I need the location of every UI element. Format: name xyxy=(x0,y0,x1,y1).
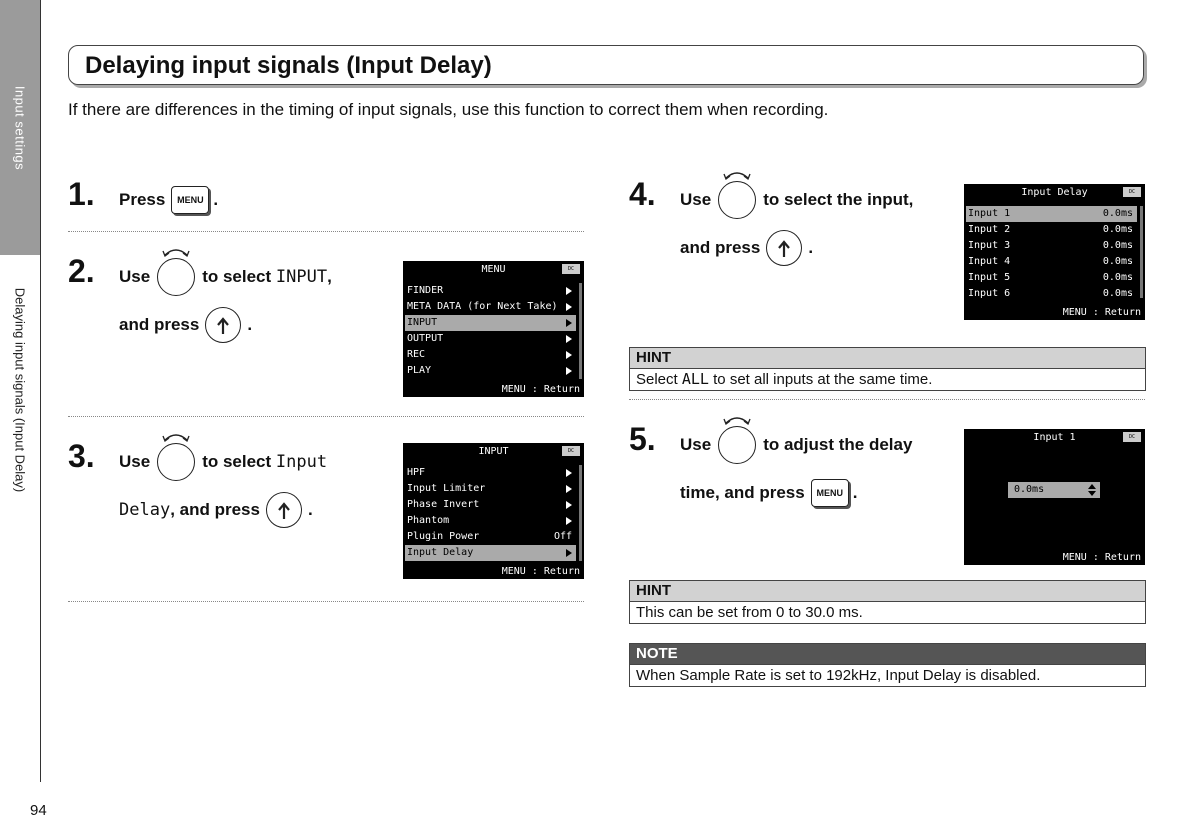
step-3-text-e: . xyxy=(307,500,313,519)
delay-row: Input 6 0.0ms xyxy=(968,288,1133,299)
divider xyxy=(629,399,1145,400)
input-item-phantom: Phantom xyxy=(405,513,576,529)
delay-value: 0.0ms xyxy=(1014,484,1045,495)
arrow-right-icon xyxy=(566,351,572,359)
input-screen xyxy=(403,443,584,579)
sidebar-topic-label: Delaying input signals (Input Delay) xyxy=(12,287,28,493)
dial-press-icon xyxy=(266,492,302,528)
step-3-line-2 xyxy=(119,488,313,532)
hint-label: HINT xyxy=(630,348,1145,369)
arrow-right-icon xyxy=(566,549,572,557)
arrow-right-icon xyxy=(566,287,572,295)
menu-item-play: PLAY xyxy=(405,363,576,379)
screen-footer: MENU : Return xyxy=(501,384,580,395)
menu-item-rec: REC xyxy=(405,347,576,363)
hint-box-2 xyxy=(629,580,1146,624)
screen-title: INPUT xyxy=(478,446,509,457)
screen-footer: MENU : Return xyxy=(501,566,580,577)
battery-icon: DC xyxy=(1123,187,1141,197)
arrow-right-icon xyxy=(566,335,572,343)
step-1-text-a: Press xyxy=(119,190,166,209)
input-item-plugin-power: Plugin Power Off xyxy=(405,529,576,545)
battery-icon: DC xyxy=(1123,432,1141,442)
rotary-dial-icon xyxy=(157,258,195,296)
dial-press-icon xyxy=(766,230,802,266)
step-2-code: INPUT xyxy=(275,267,328,287)
menu-key-icon: MENU xyxy=(811,479,849,507)
screen-title: MENU xyxy=(481,264,506,275)
input-item-hpf: HPF xyxy=(405,465,576,481)
delay-row: Input 4 0.0ms xyxy=(968,256,1133,267)
divider xyxy=(68,231,584,232)
screen-title: Input 1 xyxy=(1033,432,1076,443)
arrow-right-icon xyxy=(566,303,572,311)
step-5-text-b: to adjust the delay xyxy=(763,435,913,454)
step-3-text-a: Use xyxy=(119,452,151,471)
step-3-code-1: Input xyxy=(275,452,328,472)
arrow-right-icon xyxy=(566,501,572,509)
menu-item-finder: FINDER xyxy=(405,283,576,299)
rotary-dial-icon xyxy=(157,443,195,481)
step-3-text-c: , and press xyxy=(170,500,260,519)
page-number: 94 xyxy=(30,802,47,819)
step-3-code-2: Delay xyxy=(119,500,171,520)
delay-row: Input 3 0.0ms xyxy=(968,240,1133,251)
battery-icon: DC xyxy=(562,446,580,456)
intro-text: If there are differences in the timing of input signals, use this function to correct them when recording. xyxy=(68,100,829,119)
rotary-dial-icon xyxy=(718,426,756,464)
screen-footer: MENU : Return xyxy=(1062,552,1141,563)
input-delay-screen xyxy=(964,184,1145,320)
screen-footer: MENU : Return xyxy=(1062,307,1141,318)
step-2-text-c: , xyxy=(327,267,332,286)
delay-row: Input 5 0.0ms xyxy=(968,272,1133,283)
rotary-dial-icon xyxy=(718,181,756,219)
screen-title: Input Delay xyxy=(1021,187,1088,198)
screen-scrollbar xyxy=(579,465,582,561)
sidebar-section-tab xyxy=(0,0,40,255)
plugin-power-value: Off xyxy=(553,531,572,542)
arrow-right-icon xyxy=(566,367,572,375)
step-2-text-d: and press xyxy=(119,315,200,334)
step-5-line-1 xyxy=(680,423,912,467)
step-3-text-b: to select xyxy=(202,452,272,471)
step-5-number: 5. xyxy=(629,421,656,457)
input-item-limiter: Input Limiter xyxy=(405,481,576,497)
step-4-text-d: and press xyxy=(680,238,761,257)
menu-item-meta-data: META DATA (for Next Take) xyxy=(405,299,576,315)
step-4-line-1 xyxy=(680,178,913,222)
input1-screen xyxy=(964,429,1145,565)
step-1-text-b: . xyxy=(213,190,219,209)
hint-code: ALL xyxy=(681,370,709,388)
delay-row: Input 2 0.0ms xyxy=(968,224,1133,235)
step-2-line-1 xyxy=(119,255,332,299)
step-2-text-e: . xyxy=(247,315,253,334)
step-3-number: 3. xyxy=(68,438,95,474)
menu-key-icon: MENU xyxy=(171,186,209,214)
menu-item-output: OUTPUT xyxy=(405,331,576,347)
step-4-text-b: to select the input, xyxy=(763,190,914,209)
divider xyxy=(68,601,584,602)
title-box xyxy=(68,45,1144,85)
menu-screen xyxy=(403,261,584,397)
step-5-line-2 xyxy=(680,471,857,515)
hint-box-1 xyxy=(629,347,1146,391)
divider xyxy=(68,416,584,417)
page-title: Delaying input signals (Input Delay) xyxy=(85,52,492,79)
sidebar xyxy=(0,0,41,782)
screen-scrollbar xyxy=(579,283,582,379)
hint-text: Select ALL to set all inputs at the same time. xyxy=(636,370,933,388)
step-5-text-d: time, and press xyxy=(680,483,805,502)
step-5-text-e: . xyxy=(852,483,858,502)
sidebar-section-label: Input settings xyxy=(12,85,28,171)
step-4-text-e: . xyxy=(808,238,814,257)
step-2-number: 2. xyxy=(68,253,95,289)
step-5-text-a: Use xyxy=(680,435,712,454)
delay-row: Input 1 0.0ms xyxy=(966,206,1137,222)
menu-item-input: INPUT xyxy=(405,315,576,331)
arrow-right-icon xyxy=(566,469,572,477)
hint-label: HINT xyxy=(630,581,1145,602)
arrow-right-icon xyxy=(566,517,572,525)
note-text: When Sample Rate is set to 192kHz, Input Delay is disabled. xyxy=(636,667,1041,684)
step-4-line-2 xyxy=(680,226,813,270)
step-2-line-2 xyxy=(119,303,252,347)
arrow-right-icon xyxy=(566,485,572,493)
screen-scrollbar xyxy=(1140,206,1143,298)
note-box xyxy=(629,643,1146,687)
step-4-text-a: Use xyxy=(680,190,712,209)
battery-icon: DC xyxy=(562,264,580,274)
step-1-number: 1. xyxy=(68,176,95,212)
step-1-line xyxy=(119,178,218,222)
note-label: NOTE xyxy=(630,644,1145,665)
arrow-right-icon xyxy=(566,319,572,327)
up-down-icon xyxy=(1088,484,1096,496)
input-item-input-delay: Input Delay xyxy=(405,545,576,561)
step-3-line-1 xyxy=(119,440,327,484)
step-2-text-a: Use xyxy=(119,267,151,286)
step-4-number: 4. xyxy=(629,176,656,212)
hint-text: This can be set from 0 to 30.0 ms. xyxy=(636,604,863,621)
delay-value-box xyxy=(1008,482,1100,498)
dial-press-icon xyxy=(205,307,241,343)
step-2-text-b: to select xyxy=(202,267,272,286)
input-item-phase-invert: Phase Invert xyxy=(405,497,576,513)
